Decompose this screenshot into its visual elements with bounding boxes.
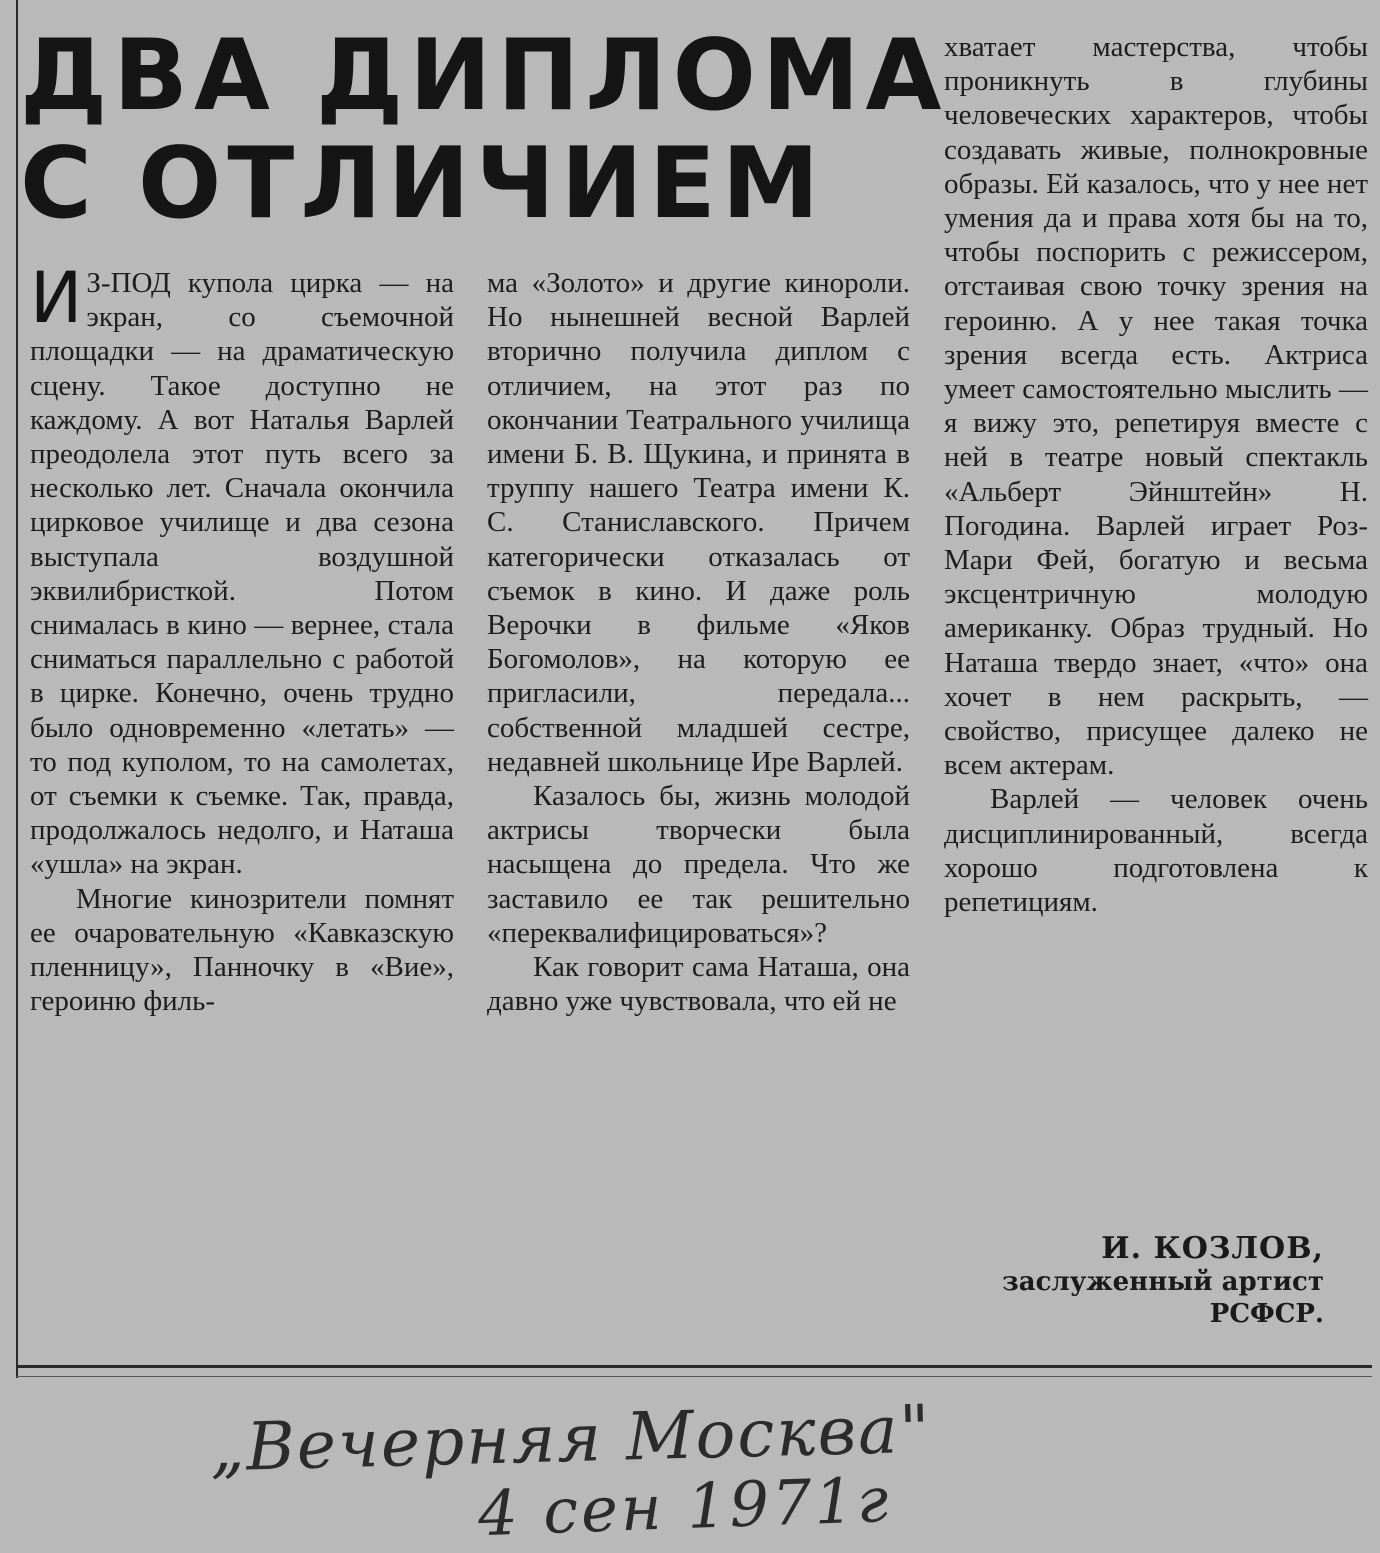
- drop-cap: И: [30, 257, 83, 339]
- author-byline: [944, 1232, 1324, 1330]
- author-title: заслуженный артист: [1002, 1267, 1324, 1297]
- author-title: РСФСР.: [1209, 1299, 1324, 1329]
- paragraph: ма «Золото» и другие кинороли. Но нынешней весной Варлей вторично получила диплом с отличием, на этот раз по окончании Театрального училища имени Б. В. Щукина, и принята в труппу нашего Театра имени К. С. Станиславского. Причем категорически отказалась от съемок в кино. И даже роль Верочки в фильме «Яков Богомолов», на которую ее пригласили, передала... собственной младшей сестре, недавней школьнице Ире Варлей.: [487, 267, 910, 778]
- paragraph: Многие кинозрители помнят ее очаровательную «Кавказскую пленницу», Панночку в «Вие», героиню филь-: [30, 882, 454, 1018]
- author-name: И. КОЗЛОВ,: [1101, 1231, 1324, 1266]
- bottom-rule-thin: [16, 1376, 1372, 1377]
- paragraph: хватает мастерства, чтобы проникнуть в глубины человеческих характеров, чтобы создавать живые, полнокровные образы. Ей казалось, что у нее нет умения да и права хотя бы на то, чтобы поспорить с режиссером, отстаивая свою точку зрения на героиню. А у нее такая точка зрения всегда есть. Актриса умеет самостоятельно мыслить — я вижу это, репетируя вместе с ней в театре новый спектакль «Альберт Эйнштейн» Н. Погодина. Варлей играет Роз-Мари Фей, богатую и весьма эксцентричную молодую американку. Образ трудный. Но Наташа твердо знает, «что» она хочет в нем раскрыть, — свойство, присущее далеко не всем актерам.: [944, 31, 1368, 782]
- paragraph: Варлей — человек очень дисциплинированный, всегда хорошо подготовлена к репетициям.: [944, 783, 1368, 919]
- bottom-rule: [16, 1365, 1372, 1368]
- handwritten-date: 4 сен 1971г: [476, 1462, 893, 1551]
- article-column-1: [30, 257, 454, 1018]
- headline-line-2: С ОТЛИЧИЕМ: [20, 127, 826, 241]
- paragraph: Казалось бы, жизнь молодой актрисы творчески была насыщена до предела. Что же заставило ее так решительно «переквалифицироваться»?: [487, 780, 910, 949]
- article-column-2: [487, 266, 910, 1018]
- headline: [20, 19, 948, 241]
- column-rule-left: [16, 0, 18, 1378]
- paragraph: З-ПОД купола цирка — на экран, со съемочной площадки — на драматическую сцену. Такое доступно не каждому. А вот Наталья Варлей преодолела этот путь всего за несколько лет. Сначала окончила цирковое училище и два сезона выступала воздушной эквилибристкой. Потом снималась в кино — вернее, стала сниматься параллельно с работой в цирке. Конечно, очень трудно было одновременно «летать» — то под куполом, то на самолетах, от съемки к съемке. Так, правда, продолжалось недолго, и Наташа «ушла» на экран.: [30, 267, 454, 881]
- article-column-3: [944, 30, 1368, 919]
- headline-line-1: ДВА ДИПЛОМА: [20, 19, 948, 133]
- handwritten-source: „Вечерняя Москва": [209, 1390, 933, 1487]
- paragraph: Как говорит сама Наташа, она давно уже чувствовала, что ей не: [487, 951, 910, 1018]
